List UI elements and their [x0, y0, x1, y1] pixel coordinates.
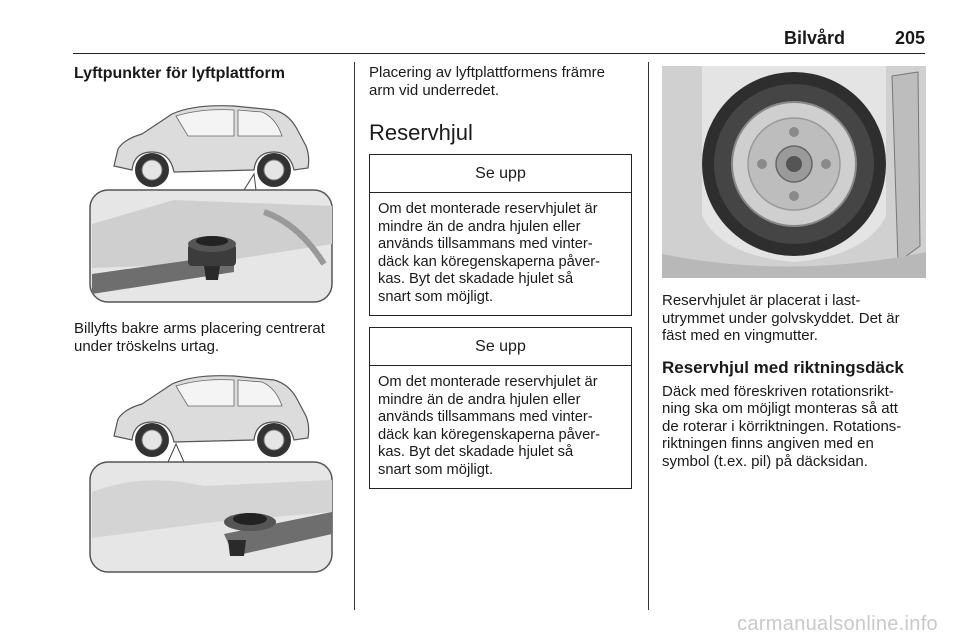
lift-points-heading: Lyftpunkter för lyftplattform — [74, 65, 285, 82]
car-front-lift-illustration — [84, 362, 338, 576]
warning-box — [369, 154, 632, 316]
column-1 — [74, 64, 342, 84]
warning-line: kas. Byt det skadade hjulet så — [378, 444, 574, 460]
caption-block — [74, 320, 342, 355]
directional-tyre-paragraph — [662, 383, 926, 471]
body-line: symbol (t.ex. pil) på däcksidan. — [662, 452, 868, 470]
watermark: carmanualsonline.info — [737, 613, 938, 635]
warning-line: mindre än de andra hjulen eller — [378, 391, 581, 408]
warning-line: mindre än de andra hjulen eller — [378, 218, 581, 235]
intro-line: Placering av lyftplattformens främre — [369, 64, 605, 81]
column-divider — [648, 62, 649, 610]
body-line: riktningen finns angiven med en — [662, 435, 874, 452]
warning-line: Om det monterade reservhjulet är — [378, 201, 598, 217]
body-line: de roterar i körriktningen. Rotations- — [662, 417, 902, 435]
warning-line: används tillsammans med vinter- — [378, 409, 593, 425]
warning-line: snart som möjligt. — [378, 288, 494, 305]
intro-line: arm vid underredet. — [369, 81, 500, 99]
warning-line: snart som möjligt. — [378, 461, 494, 478]
warning-body — [370, 193, 631, 315]
warning-body — [370, 366, 631, 488]
warning-box — [369, 327, 632, 489]
warning-line: används tillsammans med vinter- — [378, 236, 593, 252]
warning-line: däck kan köregenskaperna påver- — [378, 253, 601, 270]
warning-line: däck kan köregenskaperna påver- — [378, 426, 601, 443]
warning-line: kas. Byt det skadade hjulet så — [378, 271, 574, 287]
column-2 — [369, 64, 633, 147]
body-line: fäst med en vingmutter. — [662, 327, 818, 344]
column-divider — [354, 62, 355, 610]
section-title: Bilvård — [783, 28, 845, 48]
car-rear-lift-illustration — [84, 94, 338, 306]
warning-line: Om det monterade reservhjulet är — [378, 374, 598, 390]
body-line: Reservhjulet är placerat i last- — [662, 292, 861, 309]
page-number: 205 — [894, 28, 925, 48]
directional-tyre-heading: Reservhjul med riktningsdäck — [662, 357, 904, 377]
body-line: utrymmet under golvskyddet. Det är — [662, 309, 900, 327]
caption-line: under tröskelns urtag. — [74, 337, 220, 355]
body-line: ning ska om möjligt monteras så att — [662, 400, 898, 417]
spare-wheel-illustration — [662, 66, 926, 278]
body-line: Däck med föreskriven rotationsrikt- — [662, 382, 894, 400]
page-header — [73, 28, 925, 54]
warning-title: Se upp — [370, 328, 631, 366]
warning-title: Se upp — [370, 155, 631, 193]
caption-line: Billyfts bakre arms placering centrerat — [74, 320, 325, 337]
column-3 — [662, 292, 926, 470]
spare-wheel-heading: Reservhjul — [369, 120, 473, 145]
